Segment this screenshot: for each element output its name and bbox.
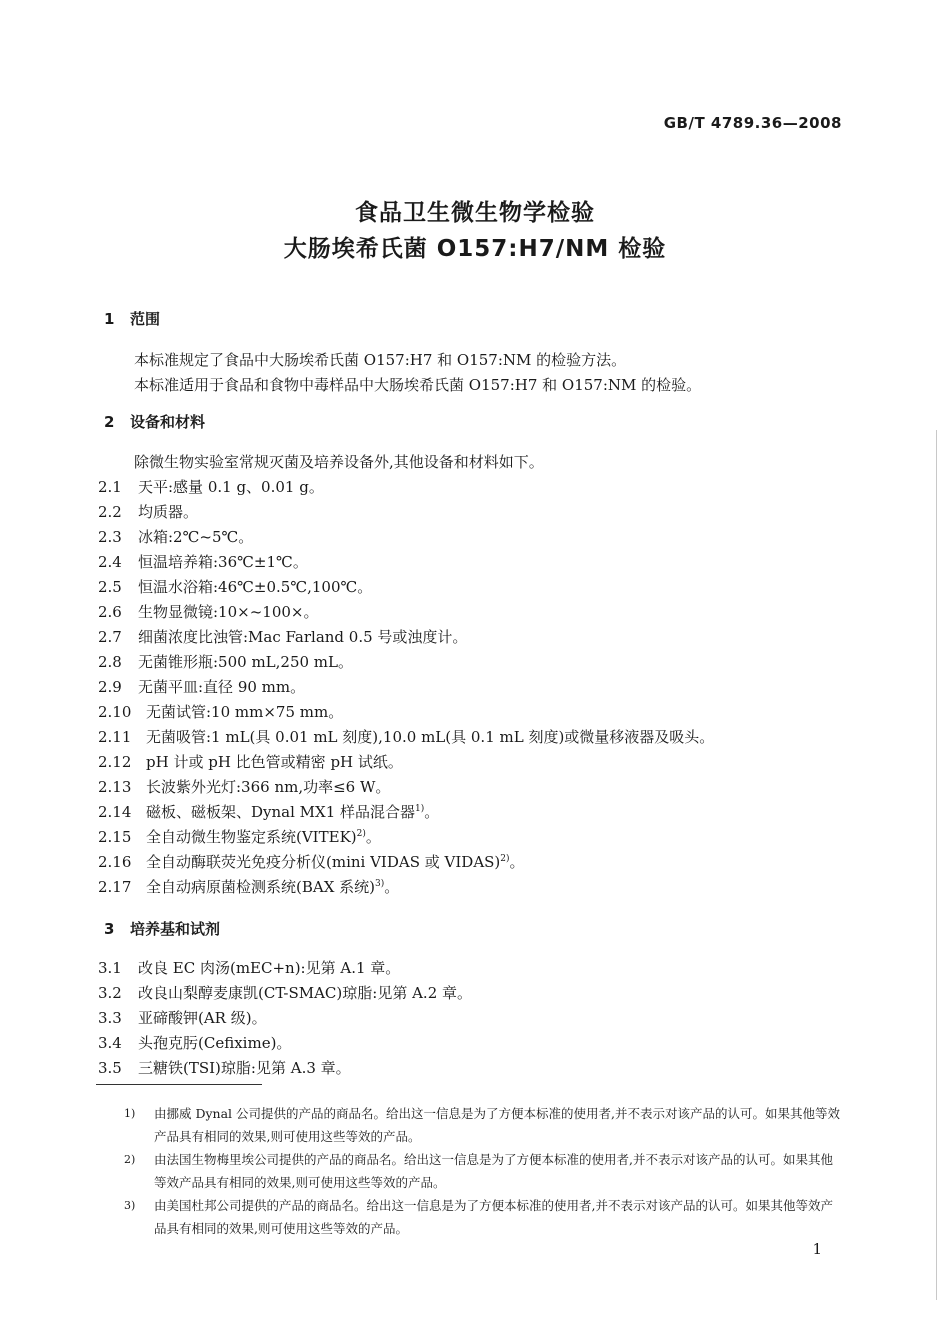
list-item (98, 751, 403, 772)
list-item (98, 476, 324, 497)
list-item (98, 576, 372, 597)
list-item (98, 982, 472, 1003)
item-text: 全自动酶联荧光免疫分析仪(mini VIDAS 或 VIDAS) (146, 853, 501, 871)
section-title: 范围 (130, 310, 161, 328)
footnote-mark: 1) (124, 1107, 136, 1120)
list-item (98, 801, 439, 822)
list-item (98, 701, 343, 722)
item-tail: 。 (384, 878, 400, 896)
item-number: 2.13 (98, 778, 132, 796)
scope-paragraph: 本标准适用于食品和食物中毒样品中大肠埃希氏菌 O157:H7 和 O157:NM 的检验。 (134, 376, 702, 394)
item-text: 无菌试管:10 mm×75 mm。 (146, 703, 344, 721)
scan-edge-line (936, 430, 937, 1300)
item-text: pH 计或 pH 比色管或精密 pH 试纸。 (146, 753, 403, 771)
equipment-intro: 除微生物实验室常规灭菌及培养设备外,其他设备和材料如下。 (134, 453, 544, 471)
section-number: 2 (104, 413, 115, 431)
item-text: 均质器。 (138, 503, 199, 521)
item-number: 2.17 (98, 878, 132, 896)
item-number: 2.6 (98, 603, 122, 621)
section-heading-media (104, 918, 220, 939)
item-text: 冰箱:2℃~5℃。 (138, 528, 254, 546)
scope-paragraph: 本标准规定了食品中大肠埃希氏菌 O157:H7 和 O157:NM 的检验方法。 (134, 351, 627, 369)
item-number: 3.4 (98, 1034, 122, 1052)
section-title: 设备和材料 (130, 413, 206, 431)
list-item (98, 957, 400, 978)
footnote-mark: 3) (124, 1199, 136, 1212)
item-text: 无菌锥形瓶:500 mL,250 mL。 (138, 653, 353, 671)
footnote-ref: 2) (356, 829, 366, 839)
list-item (98, 876, 399, 897)
item-tail: 。 (424, 803, 440, 821)
item-text: 三糖铁(TSI)琼脂:见第 A.3 章。 (138, 1059, 351, 1077)
section-number: 1 (104, 310, 115, 328)
item-text: 头孢克肟(Cefixime)。 (138, 1034, 292, 1052)
list-item (98, 501, 198, 522)
footnote-divider (96, 1084, 262, 1085)
item-text: 天平:感量 0.1 g、0.01 g。 (138, 478, 324, 496)
section-number: 3 (104, 920, 115, 938)
item-number: 3.3 (98, 1009, 122, 1027)
page-title: 食品卫生微生物学检验 (355, 200, 595, 226)
item-number: 2.11 (98, 728, 132, 746)
footnote-text: 由美国杜邦公司提供的产品的商品名。给出这一信息是为了方便本标准的使用者,并不表示对该产品的认可。如果其他等效产品具有相同的效果,则可使用这些等效的产品。 (154, 1198, 833, 1236)
page-number: 1 (812, 1240, 822, 1258)
footnote-ref: 2) (500, 854, 510, 864)
item-number: 2.12 (98, 753, 132, 771)
item-number: 3.1 (98, 959, 122, 977)
footnote-text: 由挪威 Dynal 公司提供的产品的商品名。给出这一信息是为了方便本标准的使用者,并不表示对该产品的认可。如果其他等效产品具有相同的效果,则可使用这些等效的产品。 (154, 1106, 841, 1144)
item-number: 2.4 (98, 553, 122, 571)
section-heading-scope (104, 308, 160, 329)
item-number: 2.14 (98, 803, 132, 821)
list-item (98, 1057, 351, 1078)
list-item (98, 676, 305, 697)
item-text: 全自动病原菌检测系统(BAX 系统) (146, 878, 376, 896)
item-text: 改良山梨醇麦康凯(CT-SMAC)琼脂:见第 A.2 章。 (138, 984, 473, 1002)
list-item (98, 1007, 267, 1028)
list-item (98, 851, 525, 872)
item-number: 2.2 (98, 503, 122, 521)
item-text: 磁板、磁板架、Dynal MX1 样品混合器 (146, 803, 416, 821)
item-text: 长波紫外光灯:366 nm,功率≤6 W。 (146, 778, 391, 796)
section-heading-equipment (104, 411, 205, 432)
footnote-ref: 1) (415, 804, 425, 814)
item-number: 2.15 (98, 828, 132, 846)
list-item (98, 826, 381, 847)
footnote-mark: 2) (124, 1153, 136, 1166)
item-number: 2.8 (98, 653, 122, 671)
page-subtitle: 大肠埃希氏菌 O157:H7/NM 检验 (283, 236, 667, 262)
item-number: 2.10 (98, 703, 132, 721)
item-number: 2.3 (98, 528, 122, 546)
list-item (98, 1032, 291, 1053)
list-item (98, 601, 318, 622)
section-title: 培养基和试剂 (130, 920, 221, 938)
list-item (98, 651, 353, 672)
item-text: 生物显微镜:10×~100×。 (138, 603, 319, 621)
list-item (98, 626, 467, 647)
list-item (98, 776, 390, 797)
item-text: 亚碲酸钾(AR 级)。 (138, 1009, 267, 1027)
footnote-text: 由法国生物梅里埃公司提供的产品的商品名。给出这一信息是为了方便本标准的使用者,并不表示对该产品的认可。如果其他等效产品具有相同的效果,则可使用这些等效的产品。 (154, 1152, 833, 1190)
list-item (98, 551, 308, 572)
list-item (98, 726, 714, 747)
item-tail: 。 (365, 828, 381, 846)
item-number: 3.2 (98, 984, 122, 1002)
standard-code: GB/T 4789.36—2008 (663, 114, 842, 132)
list-item (98, 526, 253, 547)
item-text: 改良 EC 肉汤(mEC+n):见第 A.1 章。 (138, 959, 401, 977)
footnote-ref: 3) (375, 879, 385, 889)
item-number: 2.7 (98, 628, 122, 646)
item-text: 全自动微生物鉴定系统(VITEK) (146, 828, 357, 846)
item-text: 无菌平皿:直径 90 mm。 (138, 678, 306, 696)
item-number: 3.5 (98, 1059, 122, 1077)
item-text: 细菌浓度比浊管:Mac Farland 0.5 号或浊度计。 (138, 628, 468, 646)
item-number: 2.16 (98, 853, 132, 871)
item-number: 2.5 (98, 578, 122, 596)
item-number: 2.9 (98, 678, 122, 696)
item-number: 2.1 (98, 478, 122, 496)
item-tail: 。 (509, 853, 525, 871)
item-text: 无菌吸管:1 mL(具 0.01 mL 刻度),10.0 mL(具 0.1 mL 刻度)或微量移液器及吸头。 (146, 728, 715, 746)
item-text: 恒温培养箱:36℃±1℃。 (138, 553, 308, 571)
item-text: 恒温水浴箱:46℃±0.5℃,100℃。 (138, 578, 373, 596)
